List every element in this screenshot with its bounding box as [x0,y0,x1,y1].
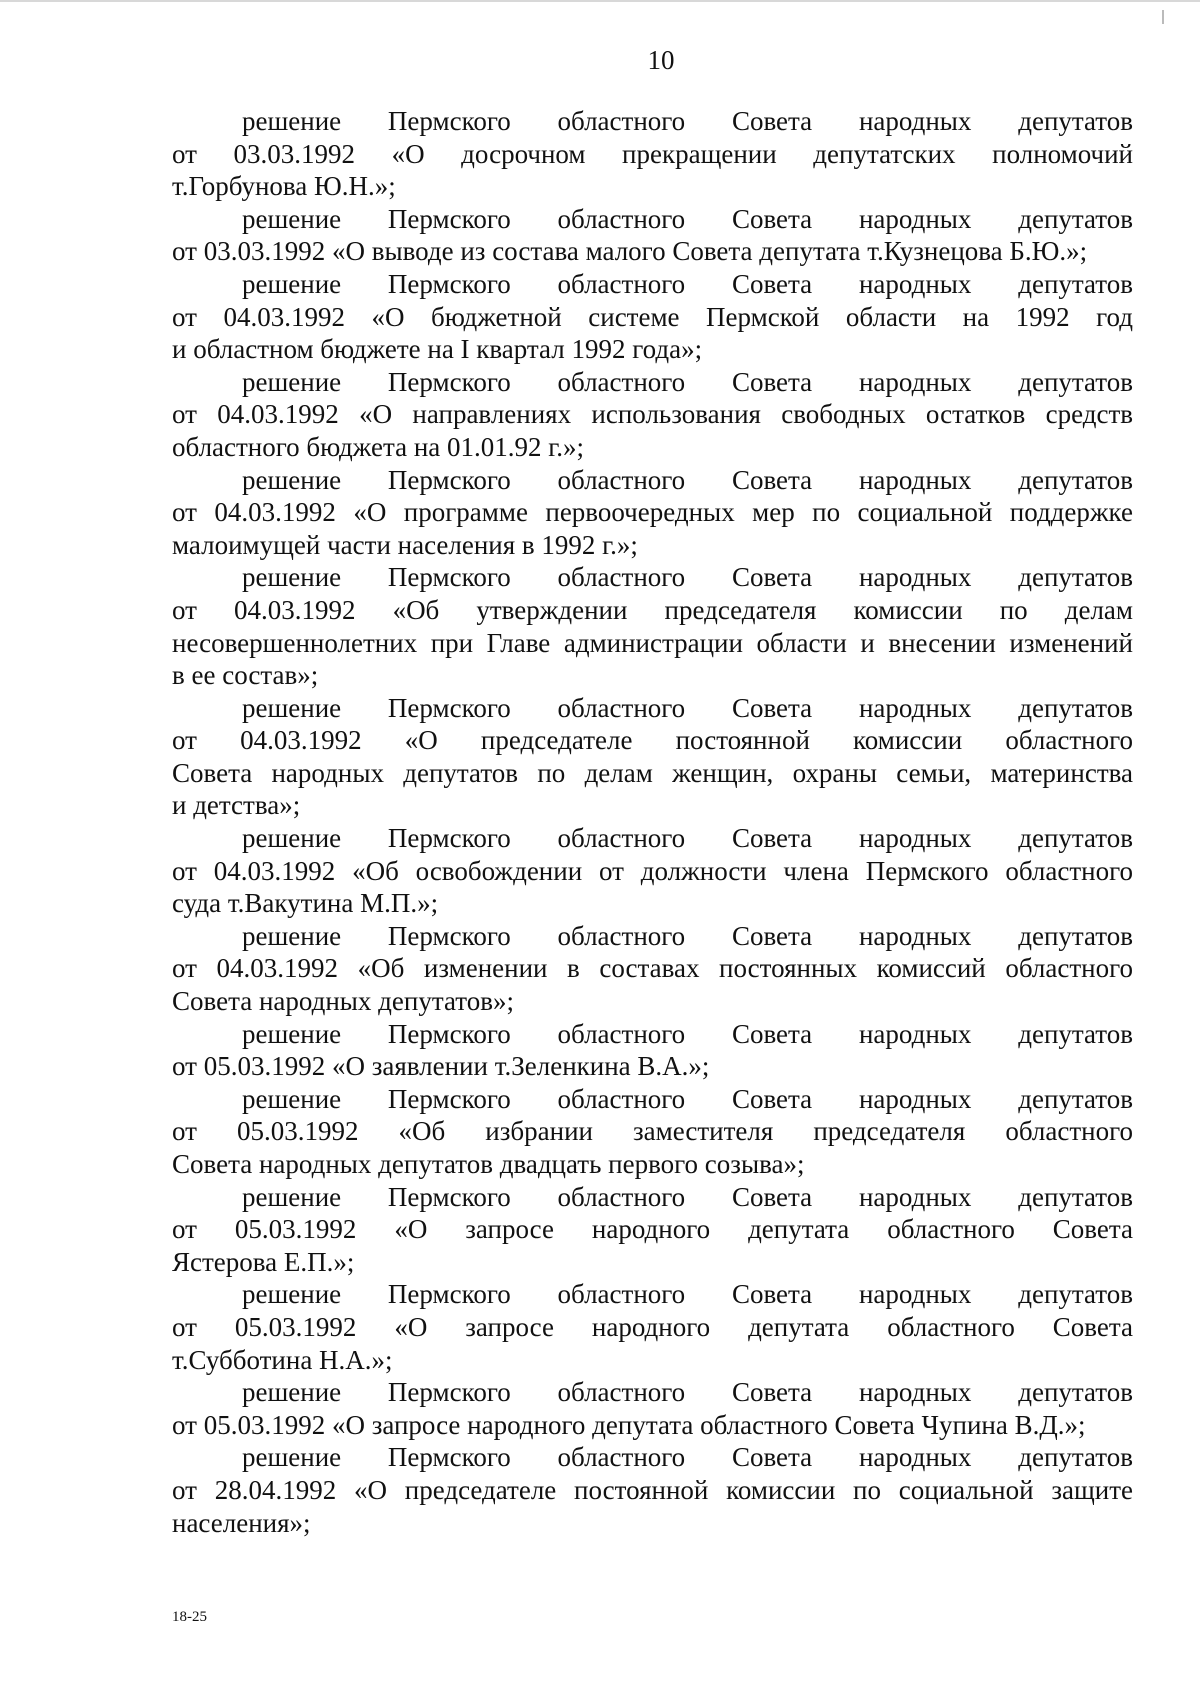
decision-paragraph [172,464,1133,562]
paragraph-line: от 04.03.1992 «О программе первоочередных мер по социальной поддержке [172,497,1133,528]
paragraph-line: от 05.03.1992 «Об избрании заместителя председателя областного [172,1116,1133,1147]
paragraph-first-line: решение Пермского областного Совета народных депутатов [242,692,1133,723]
paragraph-line: Ястерова Е.П.»; [172,1246,355,1277]
paragraph-first-line: решение Пермского областного Совета народных депутатов [242,1377,1133,1408]
paragraph-line: Совета народных депутатов»; [172,986,514,1017]
paragraph-first-line: решение Пермского областного Совета народных депутатов [242,1018,1133,1049]
paragraph-line: от 28.04.1992 «О председателе постоянной комиссии по социальной защите [172,1474,1133,1505]
decision-paragraph [172,268,1133,366]
paragraph-line: от 04.03.1992 «Об изменении в составах постоянных комиссий областного [172,953,1133,984]
paragraph-line: от 05.03.1992 «О заявлении т.Зеленкина В.А.»; [172,1051,710,1082]
paragraph-line: от 04.03.1992 «Об утверждении председателя комиссии по делам [172,594,1133,625]
paragraph-first-line: решение Пермского областного Совета народных депутатов [242,920,1133,951]
paragraph-line: и областном бюджете на I квартал 1992 года»; [172,334,703,365]
decision-paragraph [172,1441,1133,1539]
paragraph-first-line: решение Пермского областного Совета народных депутатов [242,562,1133,593]
paragraph-line: т.Субботина Н.А.»; [172,1344,393,1375]
paragraph-first-line: решение Пермского областного Совета народных депутатов [242,823,1133,854]
paragraph-line: от 04.03.1992 «Об освобождении от должности члена Пермского областного [172,855,1133,886]
decision-paragraph [172,692,1133,822]
paragraph-line: от 04.03.1992 «О председателе постоянной комиссии областного [172,725,1133,756]
paragraph-line: от 05.03.1992 «О запросе народного депутата областного Совета [172,1311,1133,1342]
decision-paragraph [172,1018,1133,1083]
paragraph-first-line: решение Пермского областного Совета народных депутатов [242,1279,1133,1310]
paragraph-line: от 05.03.1992 «О запросе народного депутата областного Совета [172,1214,1133,1245]
paragraph-line: несовершеннолетних при Главе администрации области и внесении изменений [172,627,1133,658]
footer-code: 18-25 [172,1609,207,1625]
paragraph-first-line: решение Пермского областного Совета народных депутатов [242,366,1133,397]
decision-paragraph [172,203,1133,268]
paragraph-first-line: решение Пермского областного Совета народных депутатов [242,464,1133,495]
scan-mark [1162,10,1164,24]
decision-paragraph [172,1376,1133,1441]
decision-paragraph [172,1278,1133,1376]
decision-paragraph [172,1083,1133,1181]
decision-paragraph [172,366,1133,464]
paragraph-line: населения»; [172,1507,311,1538]
paragraph-line: областного бюджета на 01.01.92 г.»; [172,431,585,462]
paragraph-first-line: решение Пермского областного Совета народных депутатов [242,203,1133,234]
decision-paragraph [172,105,1133,203]
paragraph-line: малоимущей части населения в 1992 г.»; [172,529,638,560]
scan-edge [0,0,1200,2]
paragraph-first-line: решение Пермского областного Совета народных депутатов [242,1083,1133,1114]
paragraph-line: от 04.03.1992 «О направлениях использования свободных остатков средств [172,399,1133,430]
paragraph-first-line: решение Пермского областного Совета народных депутатов [242,106,1133,136]
paragraph-line: от 03.03.1992 «О выводе из состава малого Совета депутата т.Кузнецова Б.Ю.»; [172,236,1088,267]
paragraph-first-line: решение Пермского областного Совета народных депутатов [242,1442,1133,1473]
decision-paragraph [172,920,1133,1018]
paragraph-line: от 03.03.1992 «О досрочном прекращении депутатских полномочий [172,138,1133,169]
document-body [172,105,1133,1539]
decision-paragraph [172,1181,1133,1279]
paragraph-line: суда т.Вакутина М.П.»; [172,888,439,919]
paragraph-line: т.Горбунова Ю.Н.»; [172,171,396,202]
paragraph-line: Совета народных депутатов по делам женщин, охраны семьи, материнства [172,757,1133,788]
paragraph-line: от 04.03.1992 «О бюджетной системе Пермской области на 1992 год [172,301,1133,332]
paragraph-first-line: решение Пермского областного Совета народных депутатов [242,1181,1133,1212]
paragraph-line: в ее состав»; [172,660,319,691]
decision-paragraph [172,561,1133,691]
page-number: 10 [647,45,675,75]
paragraph-first-line: решение Пермского областного Совета народных депутатов [242,268,1133,299]
decision-paragraph [172,822,1133,920]
paragraph-line: от 05.03.1992 «О запросе народного депутата областного Совета Чупина В.Д.»; [172,1409,1086,1440]
paragraph-line: Совета народных депутатов двадцать первого созыва»; [172,1149,805,1179]
paragraph-line: и детства»; [172,790,301,821]
